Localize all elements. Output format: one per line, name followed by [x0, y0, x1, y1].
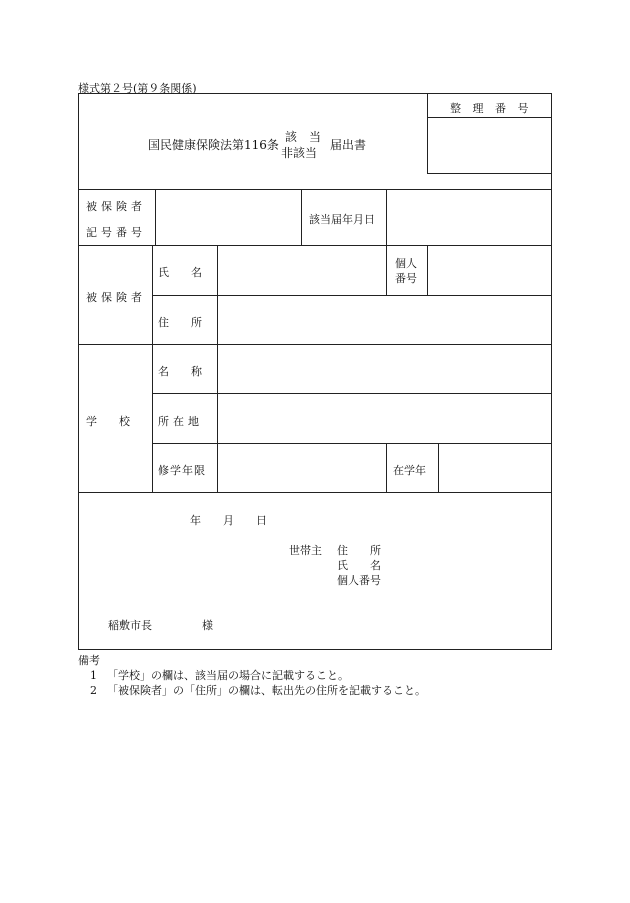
left-column-divider: [152, 245, 153, 492]
notification-date-label: 該当届年月日: [309, 213, 375, 226]
name-label: 氏 名: [158, 266, 202, 279]
grade-label: 在学年: [393, 464, 426, 477]
study-period-label: 修学年限: [158, 464, 206, 477]
note-text: 「学校」の欄は、該当届の場合に記載すること。: [107, 669, 349, 682]
insured-symbol-field[interactable]: [156, 190, 301, 245]
school-section-label: 学 校: [86, 415, 130, 428]
personal-number-label-line1: 個人: [395, 257, 417, 270]
insured-symbol-label-line2: 記号番号: [86, 226, 146, 239]
title-prefix: 国民健康保険法第116条: [148, 138, 279, 152]
seiri-box-bottom: [427, 173, 551, 174]
householder-label: 世帯主: [289, 544, 322, 557]
personal-number-field[interactable]: [428, 246, 551, 294]
school-name-label: 名 称: [158, 365, 202, 378]
insured-section-label: 被保険者: [86, 291, 146, 304]
grade-left-divider: [386, 443, 387, 492]
note-number: 2: [90, 684, 97, 697]
form-number: 様式第２号(第９条関係): [78, 82, 197, 95]
householder-personal-number-label: 個人番号: [337, 574, 381, 587]
note-item: [90, 682, 426, 698]
note-item: [90, 667, 349, 683]
addressee-honorific: 様: [202, 619, 213, 632]
notification-date-left-divider: [301, 189, 302, 245]
title-option-not-applicable: 非該当: [281, 146, 318, 160]
seiri-bangou-field[interactable]: [428, 118, 551, 173]
notes-heading: 備考: [78, 654, 100, 667]
householder-address-label: 住 所: [337, 544, 381, 557]
note-text: 「被保険者」の「住所」の欄は、転出先の住所を記載すること。: [107, 684, 426, 697]
addressee: 稲敷市長: [108, 619, 152, 632]
notification-date-field[interactable]: [387, 190, 551, 245]
note-number: 1: [90, 669, 97, 682]
personal-number-label-line2: 番号: [395, 272, 417, 285]
school-name-field[interactable]: [218, 345, 551, 393]
insured-address-field[interactable]: [218, 296, 551, 344]
address-label: 住 所: [158, 316, 202, 329]
school-location-field[interactable]: [218, 394, 551, 442]
insured-name-field[interactable]: [218, 246, 386, 294]
title-option-applicable: 該 当: [285, 130, 322, 144]
personal-number-left-divider: [386, 245, 387, 295]
row-line-declaration-top: [79, 492, 551, 493]
school-location-label: 所在地: [158, 415, 203, 428]
study-period-field[interactable]: [218, 444, 386, 492]
title-suffix: 届出書: [330, 138, 367, 152]
date-line: 年 月 日: [190, 514, 267, 527]
householder-name-label: 氏 名: [337, 559, 381, 572]
insured-symbol-label-line1: 被保険者: [86, 200, 146, 213]
grade-field[interactable]: [439, 444, 551, 492]
seiri-bangou-label: 整 理 番 号: [450, 102, 533, 115]
